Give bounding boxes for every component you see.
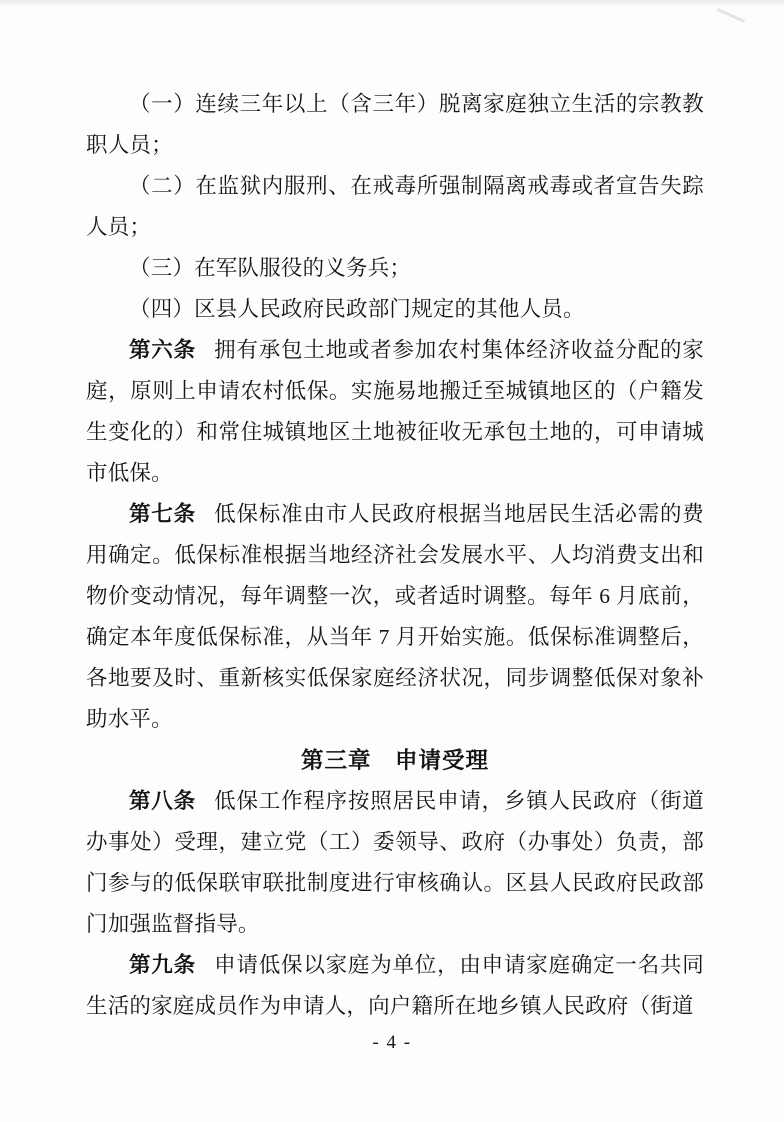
list-item-text: （一）连续三年以上（含三年）脱离家庭独立生活的宗教教职人员； <box>86 92 704 157</box>
article-paragraph <box>86 494 704 740</box>
article-text: 低保工作程序按照居民申请，乡镇人民政府（街道办事处）受理，建立党（工）委领导、政府（办事处）负责，部门参与的低保联审联批制度进行审核确认。区县人民政府民政部门加强监督指导。 <box>86 789 704 936</box>
list-item-text: （二）在监狱内服刑、在戒毒所强制隔离戒毒或者宣告失踪人员； <box>86 174 704 239</box>
article-number: 第六条 <box>129 338 196 362</box>
scan-edge-shadow <box>0 0 784 7</box>
scan-artifact <box>717 8 746 23</box>
article-number: 第八条 <box>129 789 196 813</box>
document-body <box>86 84 704 1027</box>
list-item <box>86 84 704 166</box>
list-item <box>86 166 704 248</box>
list-item <box>86 248 704 289</box>
article-paragraph <box>86 330 704 494</box>
list-item-text: （三）在军队服役的义务兵； <box>129 256 412 280</box>
article-paragraph <box>86 945 704 1027</box>
article-number: 第九条 <box>129 953 196 977</box>
article-paragraph <box>86 781 704 945</box>
article-text: 拥有承包土地或者参加农村集体经济收益分配的家庭，原则上申请农村低保。实施易地搬迁至城镇地区的（户籍发生变化的）和常住城镇地区土地被征收无承包土地的，可申请城市低保。 <box>86 338 704 485</box>
page-number: - 4 - <box>372 1032 412 1053</box>
article-text: 申请低保以家庭为单位，由申请家庭确定一名共同生活的家庭成员作为申请人，向户籍所在地乡镇人民政府（街道 <box>86 953 704 1018</box>
article-number: 第七条 <box>129 502 196 526</box>
article-text: 低保标准由市人民政府根据当地居民生活必需的费用确定。低保标准根据当地经济社会发展水平、人均消费支出和物价变动情况，每年调整一次，或者适时调整。每年 6 月底前，确定本年度低保标准，从当年 7 月开始实施。低保标准调整后，各地要及时、重新核实低保家庭经济状况，同步调整低保对象补助水平。 <box>86 502 704 731</box>
chapter-heading: 第三章 申请受理 <box>300 748 489 773</box>
list-item <box>86 289 704 330</box>
list-item-text: （四）区县人民政府民政部门规定的其他人员。 <box>129 297 585 321</box>
